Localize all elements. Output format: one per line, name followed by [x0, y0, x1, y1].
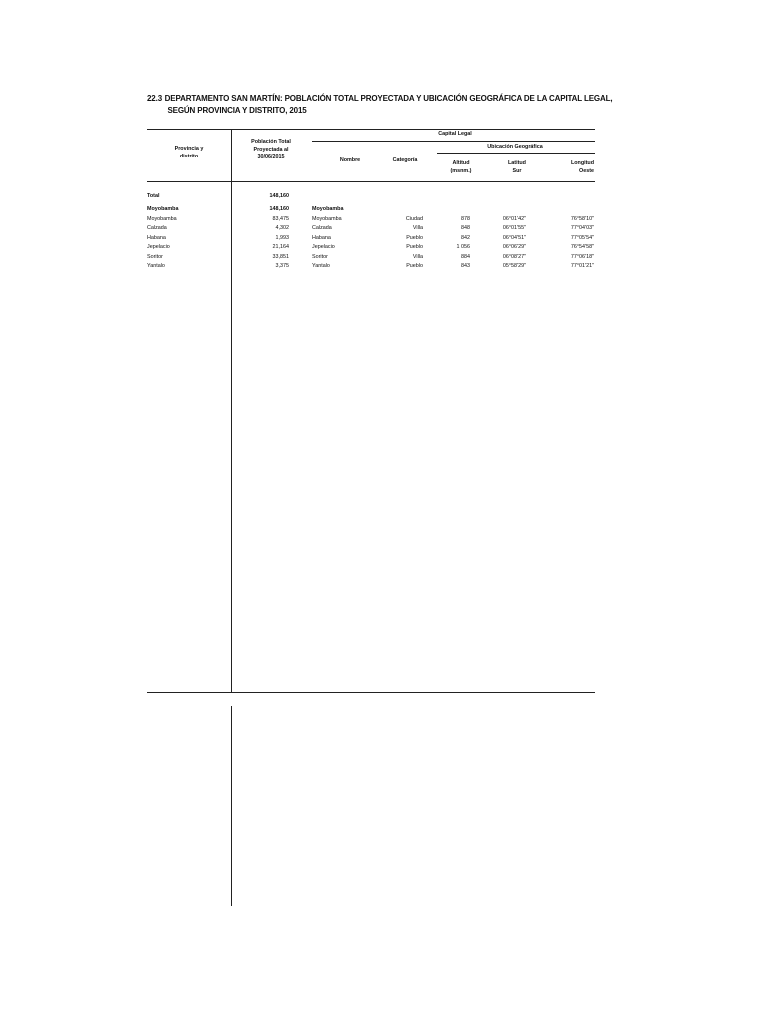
header-poblacion-line2: Proyectada al [253, 146, 289, 153]
cell-altitud: 1 056 [456, 244, 470, 250]
cell-nombre: Moyobamba [312, 215, 342, 222]
cell-latitud: 06°08'27" [502, 253, 526, 260]
cell-distrito: Total [147, 193, 160, 199]
cell-categoria: Pueblo [406, 244, 423, 250]
cell-altitud: 884 [461, 253, 470, 260]
cell-categoria: Pueblo [406, 234, 423, 241]
header-longitud [545, 160, 594, 175]
header-bottom-rule [147, 181, 595, 182]
header-ubicacion: Ubicación Geográfica [487, 144, 543, 150]
stub-column-divider-continuation [231, 706, 232, 906]
header-provincia-line1: Provincia y [174, 146, 204, 152]
header-longitud-line1: Longitud [570, 160, 594, 166]
cell-distrito: Moyobamba [147, 206, 179, 212]
header-provincia-line2: distrito [179, 153, 199, 157]
header-poblacion [236, 139, 306, 162]
cell-latitud: 06°04'51" [502, 234, 526, 241]
header-nombre: Nombre [339, 157, 361, 163]
header-latitud [494, 160, 540, 175]
cell-categoria: Villa [412, 253, 423, 260]
cell-nombre: Jepelacio [312, 244, 335, 250]
header-longitud-line2: Oeste [579, 167, 594, 174]
cell-altitud: 843 [461, 263, 470, 269]
cell-distrito: Habana [147, 234, 166, 241]
cell-poblacion: 1,993 [275, 234, 289, 241]
table-number: 22.3 [147, 93, 163, 103]
cell-longitud: 77°05'54" [570, 234, 594, 241]
header-poblacion-line3: 30/06/2015 [257, 154, 285, 160]
cell-longitud: 76°58'10" [570, 215, 594, 222]
cell-latitud: 05°58'29" [502, 263, 526, 269]
capital-legal-rule [312, 141, 595, 142]
header-provincia [150, 146, 228, 157]
title-line-1 [147, 92, 613, 104]
table-bottom-rule [147, 692, 595, 693]
header-top-rule [147, 129, 595, 130]
cell-poblacion: 33,851 [272, 253, 289, 260]
cell-categoria: Ciudad [405, 215, 423, 222]
header-latitud-line2: Sur [512, 167, 522, 174]
cell-poblacion: 21,164 [272, 244, 289, 250]
cell-latitud: 06°06'29" [502, 244, 526, 250]
stub-column-divider [231, 129, 232, 692]
cell-distrito: Soritor [147, 253, 163, 260]
header-altitud-line1: Altitud [452, 160, 470, 166]
cell-categoria: Villa [412, 225, 423, 231]
cell-distrito: Moyobamba [147, 215, 177, 222]
cell-latitud: 06°01'42" [502, 215, 526, 222]
cell-longitud: 76°54'58" [570, 244, 594, 250]
cell-nombre: Calzada [312, 225, 332, 231]
cell-nombre: Soritor [312, 253, 328, 260]
header-altitud-line2: (msnm.) [450, 167, 472, 174]
cell-nombre: Habana [312, 234, 331, 241]
cell-poblacion: 83,475 [272, 215, 289, 222]
cell-altitud: 848 [461, 225, 470, 231]
cell-poblacion: 3,375 [275, 263, 289, 269]
cell-latitud: 06°01'55" [502, 225, 526, 231]
table-title [147, 92, 613, 116]
title-text: DEPARTAMENTO SAN MARTÍN: POBLACIÓN TOTAL PROYECTADA Y UBICACIÓN GEOGRÁFICA DE LA CAPITAL LEGAL, [164, 93, 613, 103]
header-latitud-line1: Latitud [508, 160, 526, 166]
cell-longitud: 77°04'03" [570, 225, 594, 231]
cell-poblacion: 148,160 [269, 193, 289, 199]
header-poblacion-line1: Población Total [251, 139, 291, 145]
cell-nombre: Yantalo [312, 263, 330, 269]
cell-nombre: Moyobamba [312, 206, 344, 212]
cell-distrito: Yantalo [147, 263, 165, 269]
header-altitud [438, 160, 484, 175]
cell-longitud: 77°06'18" [570, 253, 594, 260]
header-capital-legal: Capital Legal [438, 131, 472, 137]
cell-distrito: Calzada [147, 225, 167, 231]
ubicacion-rule [437, 153, 595, 154]
cell-poblacion: 148,160 [269, 206, 289, 212]
cell-altitud: 842 [461, 234, 470, 241]
cell-altitud: 878 [461, 215, 470, 222]
cell-poblacion: 4,302 [275, 225, 289, 231]
header-categoria: Categoría [392, 157, 418, 163]
cell-longitud: 77°01'21" [570, 263, 594, 269]
cell-categoria: Pueblo [406, 263, 423, 269]
cell-distrito: Jepelacio [147, 244, 170, 250]
title-line-2: SEGÚN PROVINCIA Y DISTRITO, 2015 [167, 105, 307, 115]
